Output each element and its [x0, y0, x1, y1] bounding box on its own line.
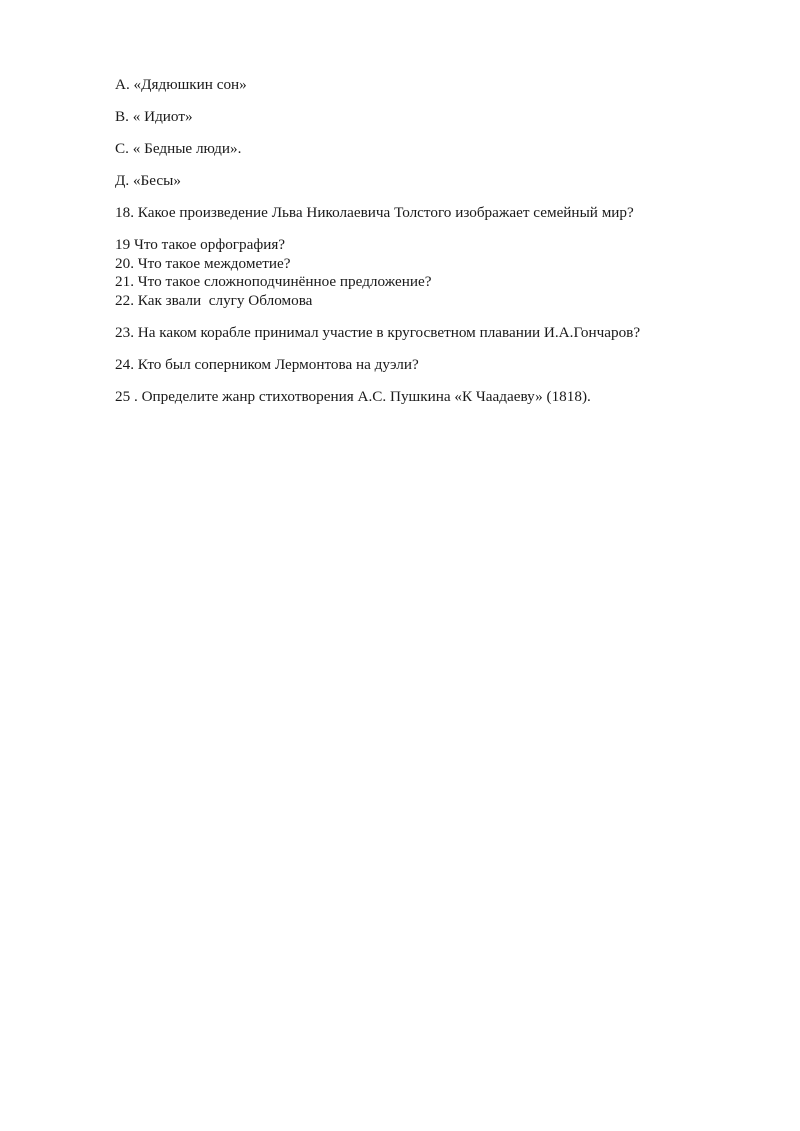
document-body: [115, 76, 715, 420]
question-22: 22. Как звали слугу Обломова: [115, 291, 313, 309]
option-a: А. «Дядюшкин сон»: [115, 76, 247, 93]
question-19: 19 Что такое орфография?: [115, 236, 286, 253]
option-b: В. « Идиот»: [115, 108, 193, 125]
question-18: 18. Какое произведение Льва Николаевича Толстого изображает семейный мир?: [115, 204, 634, 221]
question-25: 25 . Определите жанр стихотворения А.С. Пушкина «К Чаадаеву» (1818).: [115, 387, 591, 405]
question-20: 20. Что такое междометие?: [115, 254, 291, 272]
question-21: 21. Что такое сложноподчинённое предложение?: [115, 273, 432, 290]
option-d: Д. «Бесы»: [115, 172, 181, 189]
questions-19-22: [115, 236, 715, 310]
option-c: С. « Бедные люди».: [115, 140, 242, 157]
question-23: 23. На каком корабле принимал участие в кругосветном плавании И.А.Гончаров?: [115, 323, 641, 341]
question-24: 24. Кто был соперником Лермонтова на дуэли?: [115, 355, 419, 373]
